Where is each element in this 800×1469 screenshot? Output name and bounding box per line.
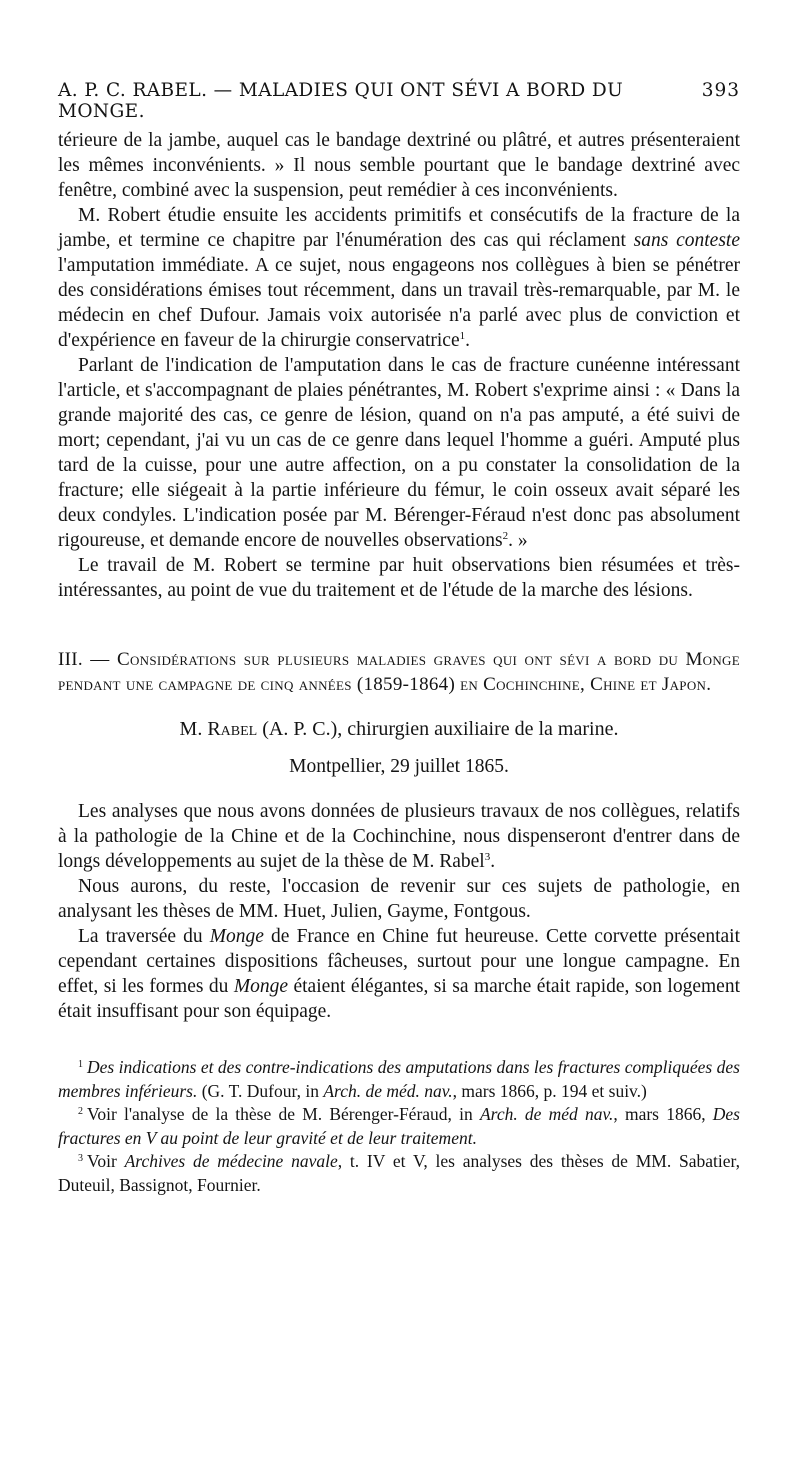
place-date: Montpellier, 29 juillet 1865. — [289, 756, 509, 777]
section-years: (1859-1864) — [351, 674, 461, 695]
running-title: A. P. C. RABEL. — MALADIES QUI ONT SÉVI A BORD DU MONGE. — [58, 80, 624, 122]
paragraph-5-end: . — [490, 851, 496, 872]
paragraph-6: Nous aurons, du reste, l'occasion de revenir sur ces sujets de pathologie, en analysant les thèses de MM. Huet, Julien, Gayme, Fontgous. — [58, 876, 740, 922]
page-number: 393 — [701, 80, 740, 101]
footnote-3-text-a: Voir — [87, 1151, 125, 1171]
paragraph-3 — [58, 353, 740, 553]
paragraph-2-text-a: M. Robert étudie ensuite les accidents primitifs et consécutifs de la fracture de la jambe, et termine ce chapitre par l'énumération des cas qui réclament — [58, 205, 740, 251]
footnote-ref-2: 2 — [502, 530, 509, 542]
section-title: Considérations sur plusieurs maladies graves qui ont sévi a bord du Monge pendant une campagne de cinq années — [58, 649, 740, 695]
section-heading — [58, 647, 740, 697]
author-title: (A. P. C.), chirurgien auxiliaire de la marine. — [257, 718, 619, 740]
footnote-1-title: Des indications et des contre-indications des amputations dans les fractures compliquées des membres inférieurs. — [58, 1057, 740, 1101]
main-text — [58, 128, 740, 1024]
footnote-2-text-a: Voir l'analyse de la thèse de M. Bérenger-Féraud, in — [87, 1104, 480, 1124]
footnote-1-text-b: , mars 1866, p. 194 et suiv.) — [452, 1080, 647, 1101]
footnote-number: 1 — [78, 1059, 83, 1070]
author-line — [58, 717, 740, 742]
footnote-3-text-b: , t. IV et V, les analyses des thèses de MM. Sabatier, Duteuil, Bassignot, Fournier. — [58, 1151, 740, 1195]
paragraph-1: térieure de la jambe, auquel cas le bandage dextriné ou plâtré, et autres présenteraient les mêmes inconvénients. » Il nous semble pourtant que le bandage dextriné avec fenêtre, combiné avec la suspension, peut remédier à ces inconvénients. — [58, 130, 740, 201]
paragraph-2-end: . — [465, 330, 470, 351]
author-prefix: M. — [179, 718, 208, 740]
footnote-ref-3: 3 — [484, 851, 491, 863]
ship-name: Monge — [209, 926, 264, 947]
ship-name: Monge — [233, 976, 289, 997]
section-number: III. — — [58, 649, 117, 670]
section-title-end: en Cochinchine, Chine et Japon. — [460, 674, 712, 695]
footnote-1 — [58, 1056, 740, 1103]
footnote-2-journal: Arch. de méd nav. — [479, 1104, 614, 1124]
footnote-3-journal: Archives de médecine navale — [124, 1151, 338, 1171]
paragraph-2-emphasis: sans conteste — [633, 230, 740, 251]
paragraph-7 — [58, 924, 740, 1024]
paragraph-2 — [58, 203, 740, 353]
paragraph-5 — [58, 799, 740, 874]
footnote-number: 3 — [78, 1153, 83, 1164]
footnote-2-text-b: , mars 1866, — [613, 1104, 713, 1124]
footnote-number: 2 — [78, 1106, 83, 1117]
footnotes — [58, 1056, 740, 1197]
footnote-1-text-a: (G. T. Dufour, in — [197, 1080, 324, 1101]
author-name: Rabel — [207, 718, 258, 740]
footnote-1-journal: Arch. de méd. nav. — [323, 1080, 453, 1101]
footnote-3 — [58, 1150, 740, 1197]
footnote-ref-1: 1 — [459, 330, 466, 342]
paragraph-7-text-c: étaient élégantes, si sa marche était rapide, son logement était insuffisant pour son équipage. — [58, 976, 740, 1022]
paragraph-7-text-b: de France en Chine fut heureuse. Cette corvette présentait cependant certaines dispositions fâcheuses, surtout pour une longue campagne. En effet, si les formes du — [58, 926, 740, 997]
paragraph-5-text: Les analyses que nous avons données de plusieurs travaux de nos collègues, relatifs à la pathologie de la Chine et de la Cochinchine, nous dispenseront d'entrer dans de longs développements au sujet de la thèse de M. Rabel — [58, 801, 740, 872]
paragraph-2-text-b: l'amputation immédiate. A ce sujet, nous engageons nos collègues à bien se pénétrer des considérations émises tout récemment, dans un travail très-remarquable, par M. le médecin en chef Dufour. Jamais voix autorisée n'a parlé avec plus de conviction et d'expérience en faveur de la chirurgie conservatrice — [58, 255, 740, 351]
page — [58, 80, 740, 1197]
paragraph-3-end: . » — [508, 530, 528, 551]
footnote-2-title: Des fractures en V au point de leur gravité et de leur traitement. — [58, 1104, 740, 1148]
footnote-2 — [58, 1103, 740, 1150]
paragraph-7-text-a: La traversée du — [78, 926, 210, 947]
paragraph-3-text: Parlant de l'indication de l'amputation dans le cas de fracture cunéenne intéressant l'article, et s'accompagnant de plaies pénétrantes, M. Robert s'exprime ainsi : « Dans la grande majorité des cas, ce genre de lésion, quand on n'a pas amputé, a été suivi de mort; cependant, j'ai vu un cas de ce genre dans lequel l'homme a guéri. Amputé plus tard de la cuisse, pour une autre affection, on a pu constater la consolidation de la fracture; elle siégeait à la partie inférieure du fémur, le coin osseux avait séparé les deux condyles. L'indication posée par M. Bérenger-Féraud n'est donc pas absolument rigoureuse, et demande encore de nouvelles observations — [58, 355, 740, 551]
running-header — [58, 80, 740, 122]
paragraph-4: Le travail de M. Robert se termine par huit observations bien résumées et très-intéressantes, au point de vue du traitement et de l'étude de la marche des lésions. — [58, 555, 740, 601]
